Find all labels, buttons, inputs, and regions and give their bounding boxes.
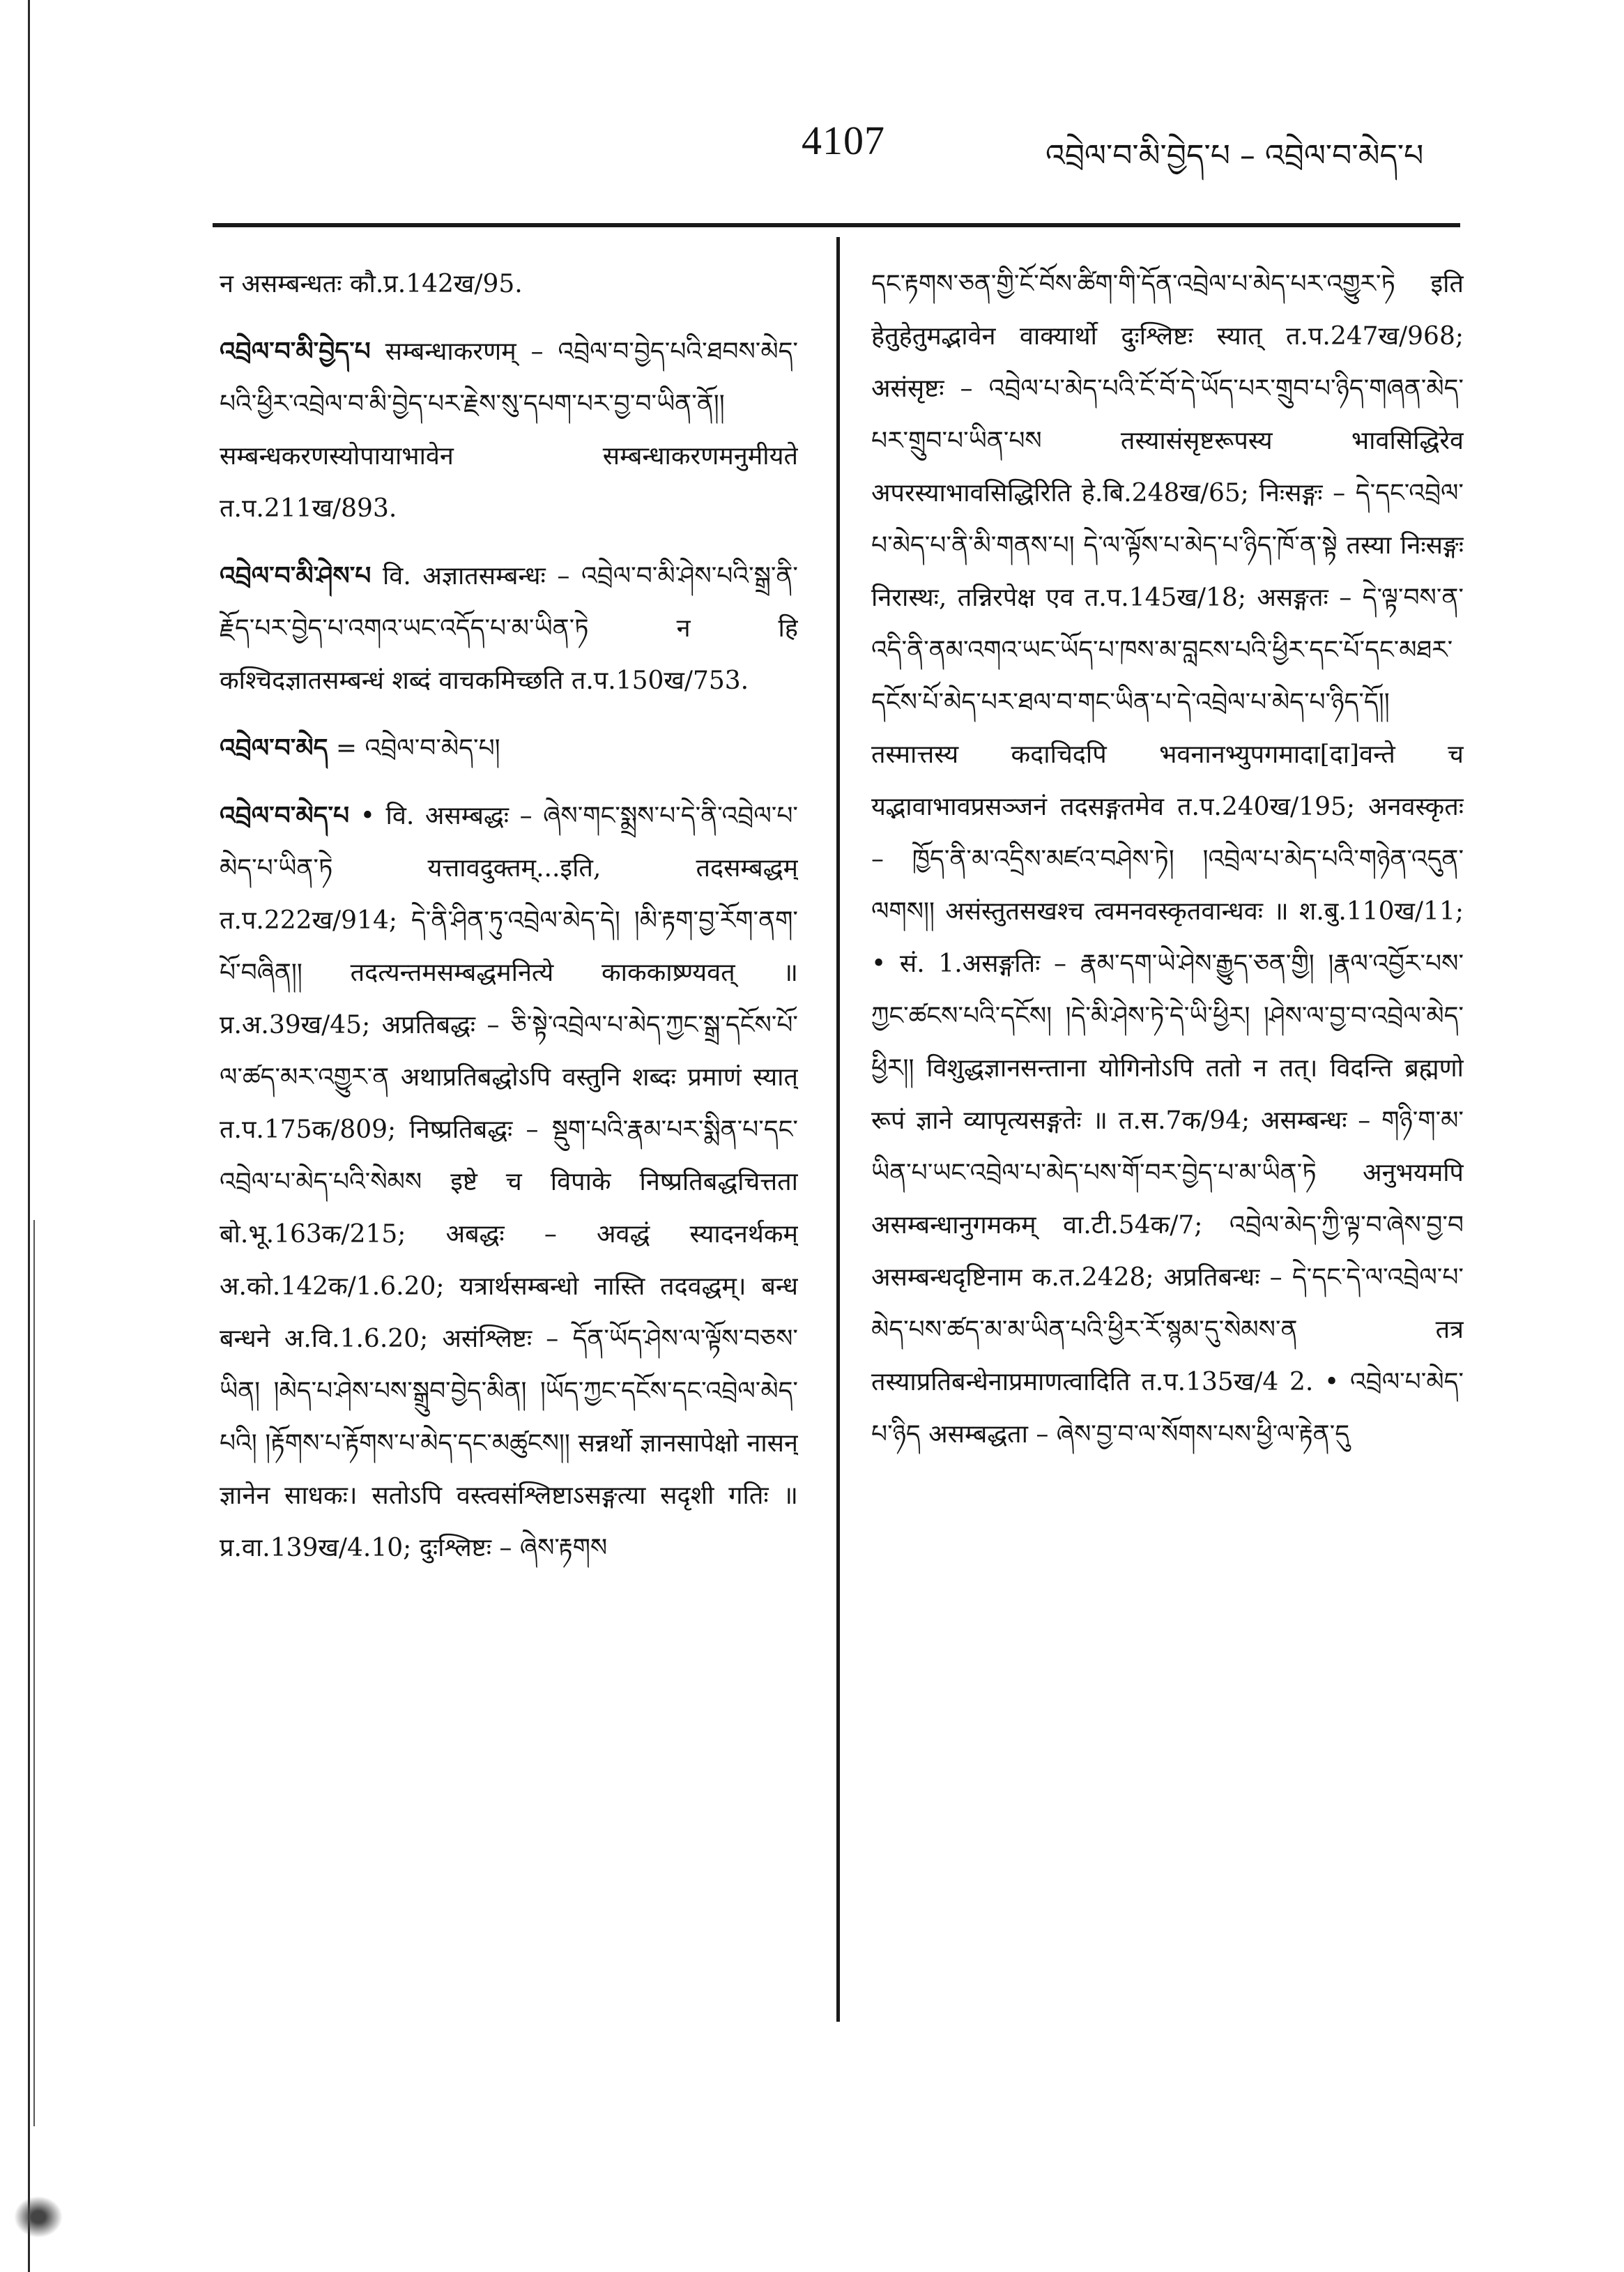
entry-body: དང་རྟགས་ཅན་གྱི་ངོ་བོས་ཚིག་གི་དོན་འབྲེལ་པ་མེད་པར་འགྱུར་ཏེ इति हेतुहेतुमद्भावेन वाक्यार्थो दुःश्लिष्टः स्यात् त.प.247ख/968; असंसृष्टः – འབྲེལ་པ་མེད་པའི་ངོ་བོ་དེ་ཡོད་པར་གྲུབ་པ་ཉིད་གཞན་མེད་པར་གྲུབ་པ་ཡིན་པས तस्यासंसृष्टरूपस्य भावसिद्धिरेव अपरस्याभावसिद्धिरिति हे.बि.248ख/65; निःसङ्गः – དེ་དང་འབྲེལ་པ་མེད་པ་ནི་མི་གནས་པ། དེ་ལ་ལྟོས་པ་མེད་པ་ཉིད་ཁོ་ན་སྟེ तस्या निःसङ्गः निरास्थः, तन्निरपेक्ष एव त.प.145ख/18; असङ्गतः – དེ་ལྟ་བས་ན་འདི་ནི་ནམ་འགའ་ཡང་ཡོད་པ་ཁས་མ་བླངས་པའི་ཕྱིར་དང་པོ་དང་མཐར་དངོས་པོ་མེད་པར་ཐལ་བ་གང་ཡིན་པ་དེ་འབྲེལ་པ་མེད་པ་ཉིད་དོ།། तस्मात्तस्य कदाचिदपि भवनानभ्युपगमादा[दा]वन्ते च यद्भावाभावप्रसञ्जनं तदसङ्गतमेव त.प.240ख/195; अनवस्कृतः – ཁྱོད་ནི་མ་འདྲིས་མཛའ་བཤེས་ཏེ། །འབྲེལ་པ་མེད་པའི་གཉེན་འདུན་ལགས།། असंस्तुतसखश्च त्वमनवस्कृतवान्धवः ॥ श.बु.110ख/11; • सं. 1.असङ्गतिः – རྣམ་དག་ཡེ་ཤེས་རྒྱུད་ཅན་གྱི། །རྣལ་འབྱོར་པས་ཀྱང་ཚངས་པའི་དངོས། །དེ་མི་ཤེས་ཏེ་དེ་ཡི་ཕྱིར། །ཤེས་ལ་བྱ་བ་འབྲེལ་མེད་ཕྱིར།། विशुद्धज्ञानसन्ताना योगिनोऽपि ततो न तत्। विदन्ति ब्रह्मणो रूपं ज्ञाने व्यापृत्यसङ्गतेः ॥ त.स.7क/94; असम्बन्धः – གཉི་ག་མ་ཡིན་པ་ཡང་འབྲེལ་པ་མེད་པས་གོ་བར་བྱེད་པ་མ་ཡིན་ཏེ अनुभयमपि असम्बन्धानुगमकम् वा.टी.54क/7; འབྲེལ་མེད་ཀྱི་ལྟ་བ་ཞེས་བྱ་བ असम्बन्धदृष्टिनाम क.त.2428; अप्रतिबन्धः – དེ་དང་དེ་ལ་འབྲེལ་པ་མེད་པས་ཚད་མ་མ་ཡིན་པའི་ཕྱིར་རོ་སྙམ་དུ་སེམས་ན तत्र तस्याप्रतिबन्धेनाप्रमाणत्वादिति त.प.135ख/4 2. • འབྲེལ་པ་མེད་པ་ཉིད असम्बद्धता – ཞེས་བྱ་བ་ལ་སོགས་པས་ཕྱི་ལ་རྟེན་དུ (871, 270, 1464, 1449)
dictionary-entry (220, 550, 798, 707)
entry-body: • वि. असम्बद्धः – ཞེས་གང་སྨྲས་པ་དེ་ནི་འབྲེལ་པ་མེད་པ་ཡིན་ཏེ यत्तावदुक्तम्...इति, तदसम्बद्धम् त.प.222ख/914; དེ་ནི་ཤིན་ཏུ་འབྲེལ་མེད་དེ། །མི་རྟག་བྱ་རོག་ནག་པོ་བཞིན།། तदत्यन्तमसम्बद्धमनित्ये काककाष्र्ण्यवत् ॥ प्र.अ.39ख/45; अप्रतिबद्धः – ཅི་སྟེ་འབྲེལ་པ་མེད་ཀྱང་སྒྲ་དངོས་པོ་ལ་ཚད་མར་འགྱུར་ན अथाप्रतिबद्धोऽपि वस्तुनि शब्दः प्रमाणं स्यात् त.प.175क/809; निष्प्रतिबद्धः – སྡུག་པའི་རྣམ་པར་སྨིན་པ་དང་འབྲེལ་པ་མེད་པའི་སེམས इष्टे च विपाके निष्प्रतिबद्धचित्तता बो.भू.163क/215; अबद्धः – अवद्धं स्यादनर्थकम् अ.को.142क/1.6.20; यत्रार्थसम्बन्धो नास्ति तदवद्धम्। बन्ध बन्धने अ.वि.1.6.20; असंश्लिष्टः – དོན་ཡོད་ཤེས་ལ་ལྟོས་བཅས་ཡིན། །མེད་པ་ཤེས་པས་སྒྲུབ་བྱེད་མིན། །ཡོད་ཀྱང་དངོས་དང་འབྲེལ་མེད་པའི། །རྟོགས་པ་རྟོགས་པ་མེད་དང་མཚུངས།། सन्नर्थो ज्ञानसापेक्षो नासन् ज्ञानेन साधकः। सतोऽपि वस्त्वसंश्लिष्टाऽसङ्गत्या सदृशी गतिः ॥ प्र.वा.139ख/4.10; दुःश्लिष्टः – ཞེས་རྟགས (220, 802, 798, 1562)
running-head: འབྲེལ་བ་མི་བྱེད་པ – འབྲེལ་བ་མེད་པ (1045, 138, 1424, 174)
header-rule (213, 223, 1460, 227)
dictionary-entry (220, 790, 798, 1574)
entry-headword: འབྲེལ་བ་མེད (220, 734, 328, 763)
page-number: 4107 (802, 118, 885, 163)
scan-smudge (14, 2196, 63, 2238)
entry-body: सम्बन्धाकरणम् – འབྲེལ་བ་བྱེད་པའི་ཐབས་མེད་པའི་ཕྱིར་འབྲེལ་བ་མི་བྱེད་པར་རྗེས་སུ་དཔག་པར་བྱ་བ་ཡིན་ནོ།། सम्बन्धकरणस्योपायाभावेन सम्बन्धाकरणमनुमीयते त.प.211ख/893. (220, 337, 798, 523)
right-column (871, 258, 1464, 2043)
entry-headword: འབྲེལ་བ་མི་བྱེད་པ (220, 337, 371, 366)
scan-margin-line-secondary (33, 1220, 35, 2126)
entry-body: = འབྲེལ་བ་མེད་པ། (328, 734, 500, 763)
dictionary-entry (220, 326, 798, 535)
entry-body: वि. अज्ञातसम्बन्धः – འབྲེལ་བ་མི་ཤེས་པའི་སྒྲ་ནི་རྗོད་པར་བྱེད་པ་འགའ་ཡང་འདོད་པ་མ་ཡིན་ཏེ न हि कश्चिदज्ञातसम्बन्धं शब्दं वाचकमिच्छति त.प.150ख/753. (220, 562, 798, 695)
dictionary-entry (220, 258, 798, 310)
column-divider (836, 237, 840, 2022)
entry-headword: འབྲེལ་བ་མེད་པ (220, 802, 350, 830)
dictionary-entry (871, 258, 1464, 1461)
page-header (0, 117, 1624, 180)
dictionary-entry (220, 722, 798, 775)
scan-margin-line (28, 0, 30, 2272)
entry-headword: འབྲེལ་བ་མི་ཤེས་པ (220, 562, 371, 590)
entry-body: न असम्बन्धतः कौ.प्र.142ख/95. (220, 270, 523, 298)
left-column (220, 258, 798, 2043)
